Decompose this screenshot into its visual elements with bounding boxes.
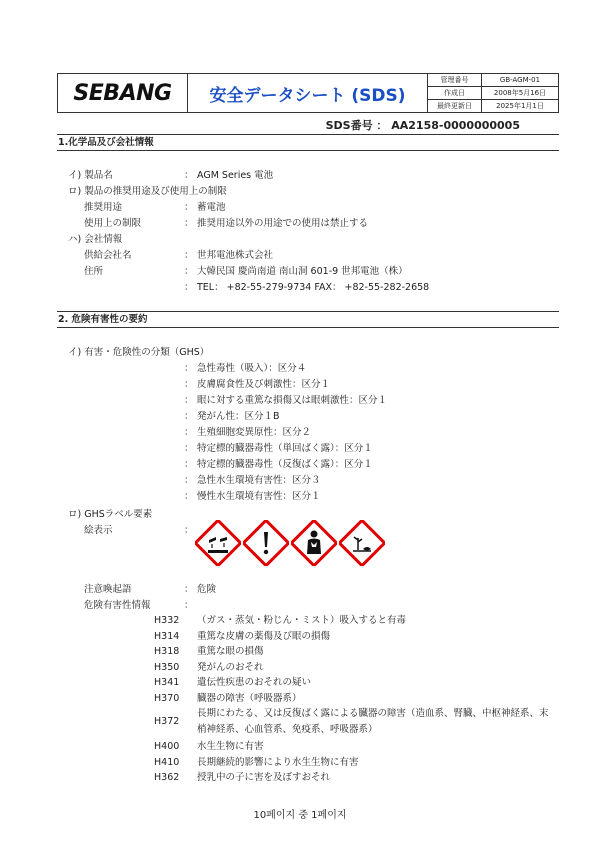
colon: ：	[184, 459, 194, 470]
colon: ：	[184, 170, 194, 181]
supplier-label: 供給会社名	[84, 250, 132, 261]
colon: ：	[184, 411, 194, 422]
signal-label: 注意喚起語	[84, 584, 132, 595]
hazard-label: 危険有害性情報	[84, 600, 151, 611]
hazard-code: H372	[154, 716, 180, 727]
company-logo	[58, 74, 188, 112]
hazard-text: 長期にわたる、又は反復ばく露による臓器の障害（造血系、腎臓、中枢神経系、末梢神経系、心血管系、免疫系、呼吸器系）	[197, 708, 549, 735]
logo-text: SEBANG	[73, 80, 172, 106]
hazard-code: H410	[154, 756, 180, 768]
ghs-class-item: 特定標的臓器毒性（反復ばく露）：区分１	[197, 459, 373, 470]
pictogram-label: 絵表示	[84, 525, 113, 536]
colon: ：	[184, 282, 194, 293]
colon: ：	[184, 491, 194, 502]
hazard-code: H318	[154, 646, 180, 657]
use-header: ロ) 製品の推奨用途及び使用上の制限	[68, 186, 227, 197]
section2-title: 2. 危険有害性の要約	[57, 311, 559, 328]
signal-value: 危険	[197, 584, 217, 595]
company-header: ハ) 会社情報	[68, 234, 123, 245]
ghs-class-item: 発がん性：区分１B	[197, 411, 280, 422]
page-footer: 10페이지 중 1페이지	[253, 810, 347, 821]
meta-value: 2025年1月1日	[496, 102, 544, 110]
colon: ：	[184, 584, 194, 595]
section1-title: 1.化学品及び会社情報	[57, 134, 559, 151]
health-hazard-icon	[291, 520, 337, 566]
address-label: 住所	[84, 266, 104, 277]
ghs-class-item: 慢性水生環境有害性：区分１	[197, 491, 321, 502]
ghs-header: イ) 有害・危険性の分類（GHS）	[68, 347, 210, 358]
hazard-text: 臓器の障害（呼吸器系）	[197, 692, 302, 704]
colon: ：	[184, 525, 194, 536]
ghs-class-item: 急性水生環境有害性：区分３	[197, 475, 321, 486]
meta-key: 作成日	[428, 87, 482, 99]
corrosion-icon	[195, 520, 241, 566]
colon: ：	[184, 250, 194, 261]
hazard-text: 授乳中の子に害を及ぼすおそれ	[197, 772, 331, 783]
label-header: ロ) GHSラベル要素	[68, 509, 153, 520]
supplier-value: 世邦電池株式会社	[197, 250, 274, 261]
hazard-code: H362	[154, 772, 180, 783]
product-value: AGM Series 電池	[197, 170, 274, 181]
restrict-label: 使用上の制限	[84, 218, 142, 229]
hazard-code: H332	[154, 615, 180, 626]
meta-key: 最終更新日	[428, 100, 482, 112]
meta-row	[428, 100, 558, 112]
hazard-text: 長期継続的影響により水生生物に有害	[197, 756, 359, 768]
meta-value: 2008年5月16日	[493, 89, 547, 97]
hazard-code: H341	[154, 677, 180, 688]
colon: ：	[184, 600, 194, 611]
meta-value: GB-AGM-01	[499, 76, 541, 84]
document-title-text: 安全データシート (SDS)	[209, 85, 406, 106]
hazard-text: （ガス・蒸気・粉じん・ミスト）吸入すると有毒	[197, 615, 407, 626]
ghs-class-item: 急性毒性（吸入）：区分４	[197, 363, 307, 374]
ghs-class-item: 皮膚腐食性及び刺激性：区分１	[197, 379, 331, 390]
colon: ：	[184, 218, 194, 229]
hazard-text: 遺伝性疾患のおそれの疑い	[197, 677, 312, 688]
restrict-value: 推奨用途以外の用途での使用は禁止する	[197, 218, 369, 229]
colon: ：	[184, 379, 194, 390]
colon: ：	[184, 202, 194, 213]
hazard-text: 重篤な眼の損傷	[197, 646, 264, 657]
hazard-text: 重篤な皮膚の薬傷及び眼の損傷	[197, 630, 331, 642]
ghs-class-item: 眼に対する重篤な損傷又は眼刺激性：区分１	[197, 395, 388, 406]
hazard-code: H350	[154, 661, 180, 673]
colon: ：	[184, 443, 194, 454]
ghs-pictograms	[195, 520, 385, 566]
colon: ：	[184, 266, 194, 277]
use-value: 蓄電池	[197, 202, 226, 213]
hazard-text: 発がんのおそれ	[197, 661, 264, 673]
document-header	[57, 73, 559, 113]
meta-row	[428, 87, 558, 100]
ghs-class-item: 生殖細胞変異原性：区分２	[197, 427, 312, 438]
meta-row	[428, 74, 558, 87]
address-value: 大韓民国 慶尚南道 南山洞 601-9 世邦電池（株）	[197, 266, 408, 277]
colon: ：	[184, 395, 194, 406]
meta-table	[428, 74, 558, 112]
colon: ：	[184, 475, 194, 486]
use-label: 推奨用途	[84, 202, 123, 213]
hazard-code: H400	[154, 741, 180, 752]
hazard-text: 水生生物に有害	[197, 741, 264, 752]
colon: ：	[184, 363, 194, 374]
environment-icon	[339, 520, 385, 566]
hazard-code: H314	[154, 630, 180, 642]
hazard-code: H370	[154, 692, 180, 704]
sds-number: SDS番号 ： AA2158-0000000005	[325, 119, 520, 132]
product-label: イ) 製品名	[68, 170, 113, 181]
document-title	[188, 74, 428, 112]
colon: ：	[184, 427, 194, 438]
tel-fax-value: TEL： +82-55-279-9734 FAX： +82-55-282-2658	[197, 282, 430, 293]
meta-key: 管理番号	[428, 74, 482, 86]
exclamation-icon	[243, 520, 289, 566]
ghs-class-item: 特定標的臓器毒性（単回ばく露）：区分１	[197, 443, 373, 454]
